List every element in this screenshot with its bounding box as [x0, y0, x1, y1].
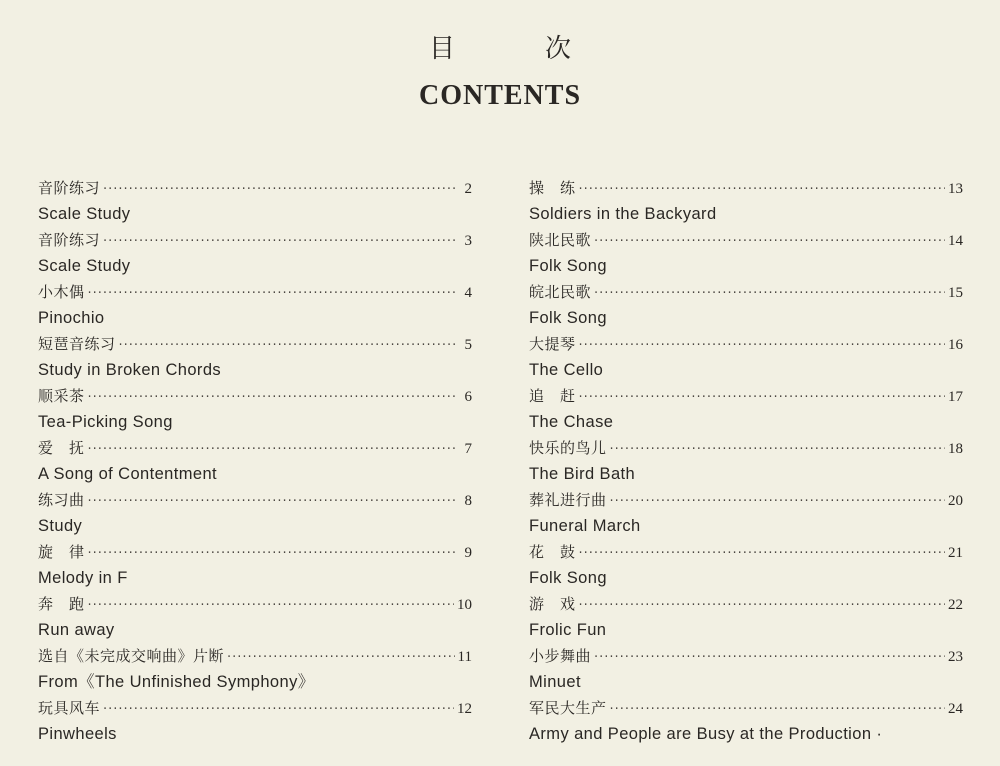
- toc-entry[interactable]: [38, 591, 472, 643]
- toc-entry-chinese-title: 奔 跑: [38, 595, 85, 613]
- toc-entry-english-title: The Cello: [529, 361, 604, 379]
- toc-entry[interactable]: [38, 695, 472, 747]
- toc-entry-page-number: 22: [948, 597, 963, 613]
- toc-entry-english-title: A Song of Contentment: [38, 465, 218, 483]
- toc-entry-chinese-line: [529, 435, 963, 461]
- dot-leader: [610, 489, 945, 515]
- toc-entry-english-title: Frolic Fun: [529, 621, 607, 639]
- dot-leader: [579, 385, 945, 411]
- toc-entry-chinese-line: [38, 695, 472, 721]
- toc-entry-english-title: Folk Song: [529, 309, 607, 327]
- toc-entry[interactable]: [529, 695, 963, 747]
- toc-entry-page-number: 24: [948, 701, 963, 717]
- toc-entry-chinese-title: 顺采茶: [38, 387, 85, 405]
- dot-leader: [103, 229, 455, 255]
- dot-leader: [579, 541, 945, 567]
- toc-entry-page-number: 7: [464, 441, 472, 457]
- toc-entry-chinese-line: [529, 331, 963, 357]
- dot-leader: [579, 593, 945, 619]
- toc-entry-page-number: 10: [457, 597, 472, 613]
- toc-entry-chinese-line: [38, 227, 472, 253]
- toc-entry-page-number: 6: [464, 389, 472, 405]
- toc-entry-chinese-title: 军民大生产: [529, 699, 607, 717]
- toc-entry-english-title: Run away: [38, 621, 115, 639]
- toc-entry-page-number: 20: [948, 493, 963, 509]
- toc-entry-chinese-title: 爱 抚: [38, 439, 85, 457]
- dot-leader: [88, 541, 455, 567]
- toc-entry-chinese-line: [38, 383, 472, 409]
- toc-entry[interactable]: [38, 279, 472, 331]
- toc-entry-english-title: Scale Study: [38, 205, 131, 223]
- toc-entry-english-title: Folk Song: [529, 257, 607, 275]
- toc-entry[interactable]: [38, 175, 472, 227]
- toc-entry-chinese-title: 玩具风车: [38, 699, 101, 717]
- toc-entry-page-number: 21: [948, 545, 963, 561]
- toc-entry-chinese-line: [529, 487, 963, 513]
- toc-entry-page-number: 17: [948, 389, 963, 405]
- dot-leader: [594, 229, 945, 255]
- toc-entry-chinese-title: 音阶练习: [38, 231, 101, 249]
- toc-entry-chinese-title: 花 鼓: [529, 543, 576, 561]
- title-english: CONTENTS: [418, 80, 582, 111]
- toc-entry[interactable]: [529, 227, 963, 279]
- toc-entry[interactable]: [529, 175, 963, 227]
- toc-entry-chinese-title: 练习曲: [38, 491, 85, 509]
- dot-leader: [610, 697, 945, 723]
- toc-entry-chinese-line: [38, 539, 472, 565]
- toc-entry-chinese-line: [38, 279, 472, 305]
- dot-leader: [103, 697, 454, 723]
- toc-entry-page-number: 4: [464, 285, 472, 301]
- toc-entry-chinese-line: [529, 227, 963, 253]
- toc-entry[interactable]: [529, 487, 963, 539]
- toc-entry-page-number: 5: [464, 337, 472, 353]
- toc-entry-english-title: Soldiers in the Backyard: [529, 205, 717, 223]
- toc-entry[interactable]: [38, 383, 472, 435]
- toc-entry-english-title: Study: [38, 517, 83, 535]
- toc-entry-chinese-title: 选自《未完成交响曲》片断: [38, 647, 225, 665]
- toc-entry-chinese-line: [529, 175, 963, 201]
- dot-leader: [88, 281, 455, 307]
- toc-entry-chinese-title: 皖北民歌: [529, 283, 592, 301]
- toc-entry-page-number: 18: [948, 441, 963, 457]
- toc-entry-chinese-line: [38, 487, 472, 513]
- toc-entry-english-title: Folk Song: [529, 569, 607, 587]
- toc-entry-page-number: 11: [457, 649, 472, 665]
- toc-entry-english-title: The Chase: [529, 413, 614, 431]
- toc-entry-page-number: 13: [948, 181, 963, 197]
- toc-entry-chinese-title: 陕北民歌: [529, 231, 592, 249]
- toc-entry[interactable]: [529, 331, 963, 383]
- toc-entry[interactable]: [38, 487, 472, 539]
- toc-entry-chinese-title: 旋 律: [38, 543, 85, 561]
- toc-entry-page-number: 16: [948, 337, 963, 353]
- toc-entry-chinese-title: 葬礼进行曲: [529, 491, 607, 509]
- dot-leader: [88, 437, 455, 463]
- toc-entry-page-number: 9: [464, 545, 472, 561]
- dot-leader: [103, 177, 455, 203]
- dot-leader: [88, 593, 454, 619]
- toc-entry[interactable]: [529, 435, 963, 487]
- toc-entry-chinese-title: 游 戏: [529, 595, 576, 613]
- toc-column-right: [529, 175, 963, 747]
- toc-entry-chinese-title: 短琶音练习: [38, 335, 116, 353]
- toc-entry-page-number: 14: [948, 233, 963, 249]
- toc-entry-chinese-title: 操 练: [529, 179, 576, 197]
- toc-entry-chinese-line: [38, 591, 472, 617]
- dot-leader: [227, 645, 455, 671]
- dot-leader: [88, 489, 455, 515]
- toc-entry-chinese-title: 小木偶: [38, 283, 85, 301]
- toc-entry[interactable]: [38, 643, 472, 695]
- toc-entry-chinese-line: [529, 643, 963, 669]
- dot-leader: [610, 437, 945, 463]
- toc-entry-page-number: 23: [948, 649, 963, 665]
- dot-leader: [579, 333, 945, 359]
- toc-entry-chinese-title: 音阶练习: [38, 179, 101, 197]
- toc-entry[interactable]: [529, 279, 963, 331]
- toc-entry[interactable]: [529, 539, 963, 591]
- dot-leader: [88, 385, 455, 411]
- toc-entry-english-title: Funeral March: [529, 517, 641, 535]
- toc-entry-english-title: Minuet: [529, 673, 581, 691]
- toc-entry-english-title: From《The Unfinished Symphony》: [38, 673, 315, 691]
- toc-entry-english-title: Pinwheels: [38, 725, 117, 743]
- toc-entry-chinese-line: [529, 279, 963, 305]
- toc-entry-page-number: 2: [464, 181, 472, 197]
- toc-entry[interactable]: [38, 435, 472, 487]
- toc-entry-chinese-title: 小步舞曲: [529, 647, 592, 665]
- toc-column-left: [38, 175, 472, 747]
- toc-entry-chinese-line: [529, 539, 963, 565]
- toc-entry-page-number: 12: [457, 701, 472, 717]
- title-chinese: 目次: [428, 34, 661, 64]
- dot-leader: [119, 333, 455, 359]
- dot-leader: [579, 177, 945, 203]
- toc-entry-chinese-title: 大提琴: [529, 335, 576, 353]
- toc-entry[interactable]: [38, 331, 472, 383]
- toc-entry-chinese-line: [38, 331, 472, 357]
- toc-entry[interactable]: [529, 383, 963, 435]
- toc-entry[interactable]: [529, 643, 963, 695]
- toc-entry[interactable]: [38, 539, 472, 591]
- toc-entry-page-number: 15: [948, 285, 963, 301]
- toc-entry-english-title: The Bird Bath: [529, 465, 636, 483]
- toc-entry-chinese-line: [38, 175, 472, 201]
- toc-entry-english-title: Army and People are Busy at the Production ·: [529, 725, 883, 743]
- toc-entry-chinese-title: 快乐的鸟儿: [529, 439, 607, 457]
- dot-leader: [594, 645, 945, 671]
- toc-entry-english-title: Scale Study: [38, 257, 131, 275]
- toc-entry-page-number: 3: [464, 233, 472, 249]
- toc-entry[interactable]: [529, 591, 963, 643]
- toc-entry-chinese-line: [529, 383, 963, 409]
- dot-leader: [594, 281, 945, 307]
- toc-entry-english-title: Tea-Picking Song: [38, 413, 173, 431]
- toc-entry[interactable]: [38, 227, 472, 279]
- toc-entry-chinese-title: 追 赶: [529, 387, 576, 405]
- toc-entry-page-number: 8: [464, 493, 472, 509]
- toc-entry-english-title: Pinochio: [38, 309, 105, 327]
- toc-entry-english-title: Study in Broken Chords: [38, 361, 222, 379]
- toc-entry-chinese-line: [529, 695, 963, 721]
- toc-entry-chinese-line: [529, 591, 963, 617]
- toc-entry-chinese-line: [38, 643, 472, 669]
- toc-entry-chinese-line: [38, 435, 472, 461]
- toc-entry-english-title: Melody in F: [38, 569, 128, 587]
